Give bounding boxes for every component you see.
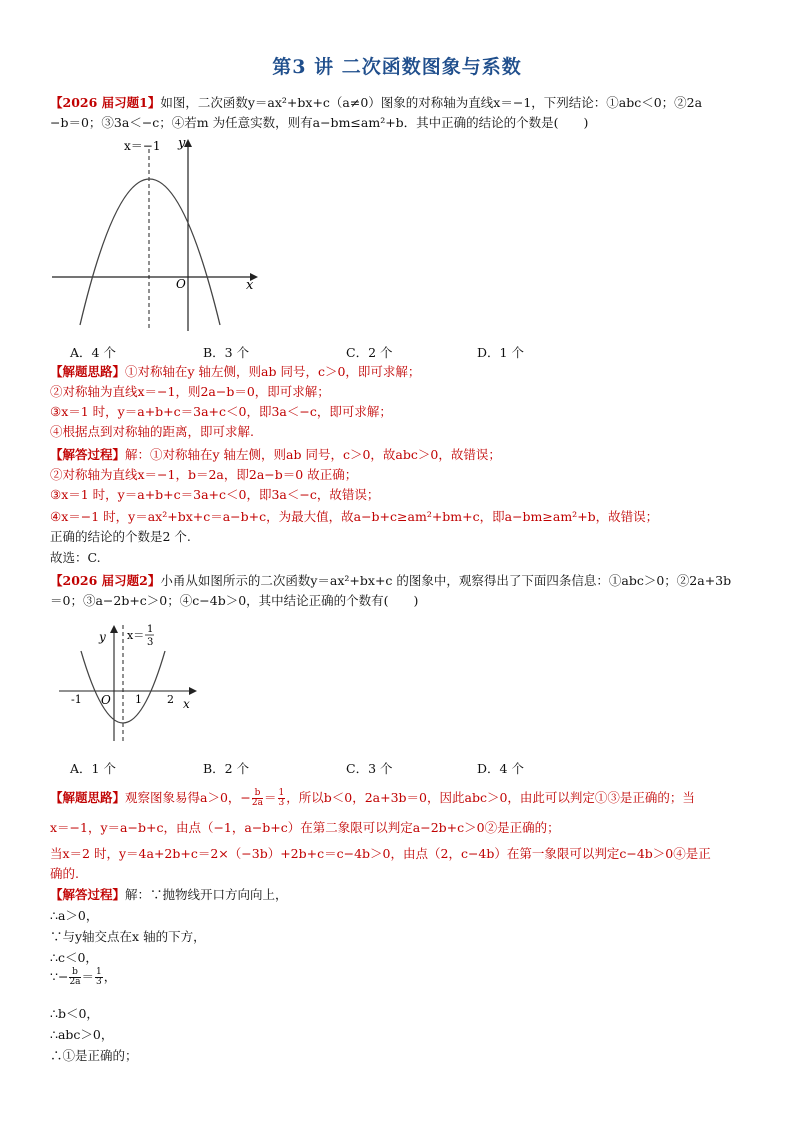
q1-process-3: ③x＝1 时，y＝a+b+c＝3a+c＜0，即3a＜−c，故错误； xyxy=(50,487,380,502)
q2-frac-prefix: ∵− xyxy=(50,969,69,984)
q2-step-1: ∴a＞0， xyxy=(50,908,99,923)
q2-frac-step xyxy=(69,968,80,987)
q1-idea-1: ①对称轴在y 轴左侧，则ab 同号，c＞0，即可求解； xyxy=(125,364,421,379)
q2-sym-den: 3 xyxy=(147,637,154,648)
q2-tick-neg1: -1 xyxy=(71,693,82,706)
q2-stem-1: 小甬从如图所示的二次函数y＝ax²+bx+c 的图象中，观察得出了下面四条信息：①abc＞0；②2a+3b xyxy=(160,573,732,588)
q2-idea-frac-den: 2a xyxy=(251,798,263,808)
q1-choice-b[interactable]: B．3 个 xyxy=(203,345,250,360)
q2-sym-prefix: x＝ xyxy=(127,629,145,642)
q1-stem-2: −b＝0；③3a＜−c；④若m 为任意实数，则有a−bm≤am²+b．其中正确的结论的个数是( ) xyxy=(50,115,589,130)
q2-idea-frac xyxy=(252,789,263,808)
q2-frac-step-num: b xyxy=(69,968,80,978)
q2-step-5: ∴abc＞0， xyxy=(50,1027,114,1042)
q2-y-arrow xyxy=(110,625,118,633)
q1-parabola xyxy=(80,179,220,325)
q2-idea-a: 观察图象易得a＞0，− xyxy=(125,790,251,805)
q1-idea-4: ④根据点到对称轴的距离，即可求解. xyxy=(50,424,254,439)
q1-choice-a[interactable]: A．4 个 xyxy=(70,345,116,360)
q2-choice-a[interactable]: A．1 个 xyxy=(70,761,116,776)
q2-choice-c[interactable]: C．3 个 xyxy=(346,761,393,776)
q2-idea-frac2-den: 3 xyxy=(278,798,285,808)
q1-choice-d[interactable]: D．1 个 xyxy=(477,345,524,360)
q2-idea-line2: x＝−1，y＝a−b+c，由点（−1，a−b+c）在第二象限可以判定a−2b+c＞0②是正确的； xyxy=(50,820,560,835)
q1-answer: 故选：C. xyxy=(50,550,101,565)
q1-process-2: ②对称轴为直线x＝−1，b＝2a，即2a−b＝0 故正确； xyxy=(50,467,358,482)
q1-y-label: y xyxy=(178,136,186,151)
q2-idea-line4: 确的. xyxy=(50,866,79,881)
q2-choice-d[interactable]: D．4 个 xyxy=(477,761,524,776)
q2-idea-line3: 当x＝2 时，y＝4a+2b+c＝2×（−3b）+2b+c＝c−4b＞0，由点（2，c−4b）在第一象限可以判定c−4b＞0④是正 xyxy=(50,846,711,861)
q1-process-tag: 【解答过程】 xyxy=(50,447,126,462)
q2-idea-frac-num: b xyxy=(252,789,263,799)
q2-frac-step-val xyxy=(95,968,103,987)
q1-sym-label: x＝−1 xyxy=(124,139,161,153)
q2-frac-step-eq: ＝ xyxy=(81,969,95,984)
q2-frac-step-end: ， xyxy=(103,969,117,984)
q2-step-6: ∴①是正确的； xyxy=(50,1048,138,1063)
q1-idea-2: ②对称轴为直线x＝−1，则2a−b＝0，即可求解； xyxy=(50,384,330,399)
q2-step-3: ∴c＜0， xyxy=(50,950,98,965)
q1-graph xyxy=(50,135,265,335)
q2-stem-2: ＝0；③a−2b+c＞0；④c−4b＞0，其中结论正确的个数有( ) xyxy=(50,593,419,608)
q2-idea-frac2-num: 1 xyxy=(278,788,285,798)
q1-tag: 【2026 届习题1】 xyxy=(50,95,161,110)
q1-line1 xyxy=(50,94,702,112)
q1-conclusion: 正确的结论的个数是2 个. xyxy=(50,529,191,544)
q2-process-first: 解：∵抛物线开口方向向上， xyxy=(125,887,288,902)
q2-choice-b[interactable]: B．2 个 xyxy=(203,761,250,776)
q2-tick-2: 2 xyxy=(167,693,174,706)
q2-step-4: ∴b＜0， xyxy=(50,1006,99,1021)
q1-stem-1: 如图，二次函数y＝ax²+bx+c（a≠0）图象的对称轴为直线x＝−1，下列结论：①abc＜0；②2a xyxy=(160,95,703,110)
q2-origin-label: O xyxy=(101,693,111,707)
q1-process-1: 解：①对称轴在y 轴左侧，则ab 同号，c＞0，故abc＞0，故错误； xyxy=(125,447,501,462)
page-title: 第3 讲 二次函数图象与系数 xyxy=(272,56,522,78)
q2-process-tag: 【解答过程】 xyxy=(50,887,126,902)
q2-x-label: x xyxy=(183,697,190,711)
q2-tick-1: 1 xyxy=(135,693,142,706)
q2-sym-num: 1 xyxy=(147,624,154,635)
q2-idea-line1 xyxy=(50,789,695,808)
q1-idea-3: ③x＝1 时，y＝a+b+c＝3a+c＜0，即3a＜−c，即可求解； xyxy=(50,404,392,419)
q1-origin-label: O xyxy=(176,277,186,291)
q2-idea-eq: ＝ xyxy=(264,790,277,805)
q2-process-line1 xyxy=(50,886,288,904)
q1-idea-line1 xyxy=(50,363,420,381)
q1-x-label: x xyxy=(246,278,254,293)
q2-idea-tag: 【解题思路】 xyxy=(50,790,126,805)
q2-frac-step-den: 2a xyxy=(69,977,81,987)
q1-process-line1 xyxy=(50,446,501,464)
q2-graph xyxy=(55,615,205,745)
q1-choice-c[interactable]: C．2 个 xyxy=(346,345,393,360)
q2-x-arrow xyxy=(189,687,197,695)
q2-step-2: ∵与y轴交点在x 轴的下方， xyxy=(50,929,206,944)
q2-y-label: y xyxy=(99,630,106,644)
q2-tag: 【2026 届习题2】 xyxy=(50,573,161,588)
q2-step-frac xyxy=(50,968,116,987)
q1-idea-tag: 【解题思路】 xyxy=(50,364,126,379)
q2-idea-b: ，所以b＜0，2a+3b＝0，因此abc＞0，由此可以判定①③是正确的；当 xyxy=(286,790,695,805)
q1-process-4: ④x＝−1 时，y＝ax²+bx+c＝a−b+c，为最大值，故a−b+c≥am²+bm+c，即a−bm≥am²+b，故错误； xyxy=(50,509,659,524)
q2-idea-frac2 xyxy=(278,789,286,808)
q2-frac-step-val-den: 3 xyxy=(96,977,102,987)
q2-frac-step-val-num: 1 xyxy=(96,967,102,977)
q2-line1 xyxy=(50,572,731,590)
